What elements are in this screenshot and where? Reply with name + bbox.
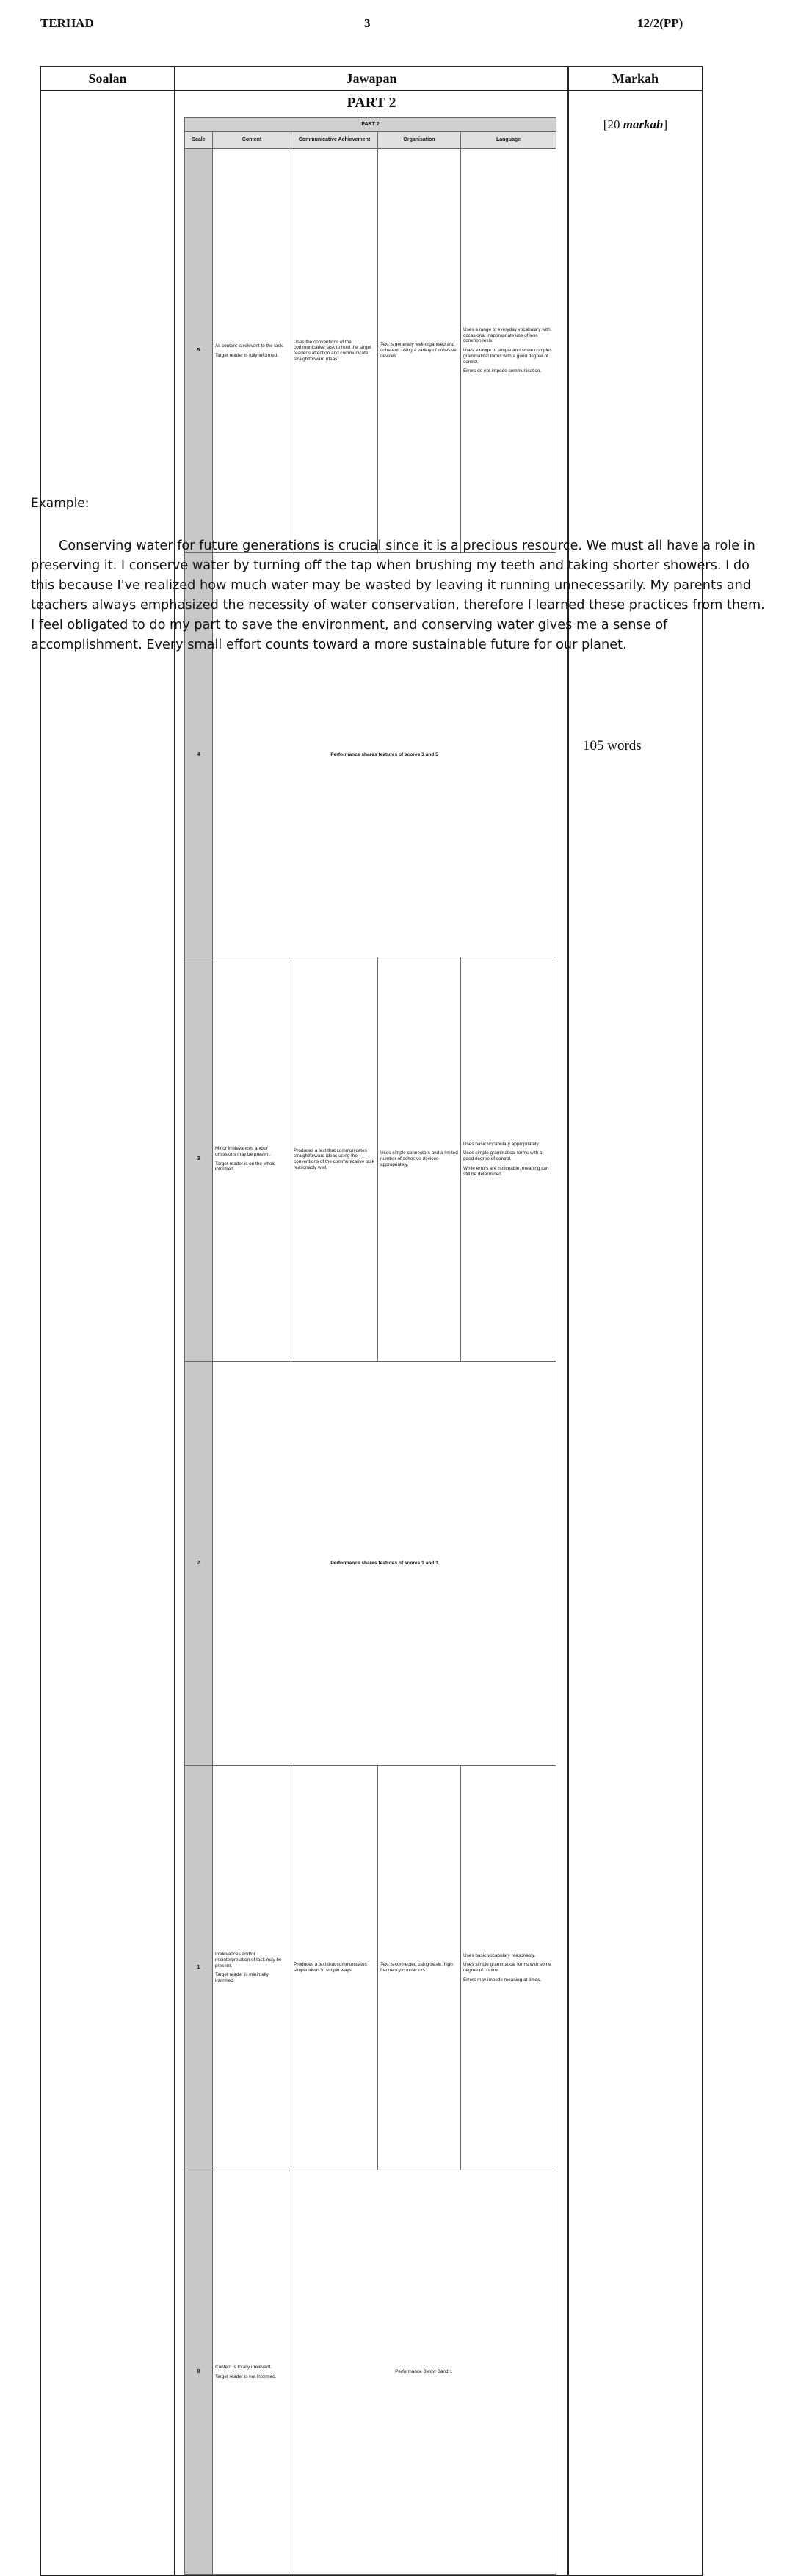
header-restricted-label: TERHAD	[40, 16, 94, 30]
scale-cell: 5	[185, 149, 213, 553]
rubric-image	[184, 117, 556, 2575]
example-essay: Conserving water for future generations is crucial since it is a precious resource. We must all have a role in preserving it. I conserve water by turning off the tap when brushing my teeth and taking shorter showers. I do this because I've realized how much water may be wasted by leaving it running unnecessarily. My parents and teachers always emphasized the necessity of water conservation, therefore I learned these practices from them. I feel obligated to do my part to save the environment, and conserving water gives me a sense of accomplishment. Every small effort counts toward a more sustainable future for our planet.	[31, 539, 765, 652]
criterion-text: Target reader is on the whole informed.	[215, 1161, 276, 1172]
rubric-title-row	[185, 118, 556, 132]
criterion-text: Text is connected using basic, high frequency connectors.	[380, 1962, 453, 1973]
below-band-cell: Performance Below Band 1	[291, 2170, 556, 2575]
language-cell	[461, 1766, 556, 2170]
example-label: Example:	[31, 496, 90, 511]
rubric-title: PART 2	[185, 118, 556, 132]
criterion-text: Errors do not impede communication.	[463, 368, 542, 374]
criterion-text: Uses the conventions of the communicative task to hold the target reader's attention and communicate straightforward ideas.	[294, 339, 371, 362]
scale-cell: 2	[185, 1362, 213, 1766]
scale-cell: 3	[185, 957, 213, 1362]
criterion-text: Produces a text that communicates simple ideas in simple ways.	[294, 1962, 367, 1973]
rubric-row-band-3	[185, 957, 556, 1362]
criterion-text: Minor irrelevances and/or omissions may be present.	[215, 1146, 272, 1157]
rubric-header-language: Language	[461, 132, 556, 149]
rubric-header-scale: Scale	[185, 132, 213, 149]
content-cell	[213, 1766, 291, 2170]
rubric-header-row	[185, 132, 556, 149]
criterion-text: Errors may impede meaning at times.	[463, 1977, 542, 1982]
scale-cell: 1	[185, 1766, 213, 2170]
criterion-text: All content is relevant to the task.	[215, 343, 284, 349]
marks-suffix: ]	[663, 117, 668, 131]
paper-code: 12/2(PP)	[637, 16, 683, 30]
criterion-text: Target reader is not informed.	[215, 2374, 277, 2379]
answer-table-header	[40, 67, 703, 90]
content-cell	[213, 957, 291, 1362]
answer-table-row	[40, 90, 703, 2575]
scale-cell: 4	[185, 553, 213, 957]
rubric-row-band-1	[185, 1766, 556, 2170]
marks-unit: markah	[623, 117, 664, 131]
shared-features-cell: Performance shares features of scores 1 and 3	[213, 1362, 556, 1766]
answer-table	[40, 66, 703, 2576]
rubric-table	[184, 117, 556, 2575]
answer-cell	[175, 90, 568, 2575]
organisation-cell	[378, 149, 461, 553]
criterion-text: Uses basic vocabulary appropriately.	[463, 1141, 540, 1147]
content-cell	[213, 149, 291, 553]
part-title: PART 2	[347, 95, 396, 111]
question-cell	[40, 90, 175, 2575]
col-question-header: Soalan	[40, 67, 175, 90]
word-count: 105 words	[583, 738, 642, 754]
language-cell	[461, 149, 556, 553]
criterion-text: Irrelevances and/or misinterpretation of task may be present.	[215, 1952, 282, 1969]
criterion-text: Target reader is fully informed.	[215, 352, 278, 358]
communicative-cell	[291, 957, 378, 1362]
marks-cell	[568, 90, 703, 2575]
criterion-text: Target reader is minimally informed.	[215, 1972, 269, 1984]
criterion-text: While errors are noticeable, meaning can still be determined.	[463, 1165, 549, 1177]
criterion-text: Uses simple grammatical forms with some degree of control.	[463, 1962, 551, 1973]
criterion-text: Uses simple grammatical forms with a good degree of control.	[463, 1150, 543, 1162]
rubric-header-content: Content	[213, 132, 291, 149]
organisation-cell	[378, 957, 461, 1362]
marks-value	[569, 117, 702, 132]
rubric-row-band-5	[185, 149, 556, 553]
criterion-text: Content is totally irrelevant.	[215, 2364, 272, 2370]
rubric-header-communicative: Communicative Achievement	[291, 132, 378, 149]
col-marks-header: Markah	[568, 67, 703, 90]
criterion-text: Uses a range of simple and some complex grammatical forms with a good degree of control.	[463, 348, 552, 365]
scale-cell: 0	[185, 2170, 213, 2575]
criterion-text: Uses a range of everyday vocabulary with occasional inappropriate use of less common lexis.	[463, 327, 551, 344]
marks-prefix: [20	[603, 117, 623, 131]
col-answer-header: Jawapan	[175, 67, 568, 90]
language-cell	[461, 957, 556, 1362]
rubric-row-band-0	[185, 2170, 556, 2575]
shared-features-cell: Performance shares features of scores 3 and 5	[213, 553, 556, 957]
criterion-text: Produces a text that communicates straightforward ideas using the conventions of the communicative task reasonably well.	[294, 1147, 374, 1170]
criterion-text: Uses basic vocabulary reasonably.	[463, 1952, 536, 1958]
content-cell	[213, 2170, 291, 2575]
page-number: 3	[364, 16, 371, 30]
organisation-cell	[378, 1766, 461, 2170]
criterion-text: Text is generally well-organised and coherent, using a variety of cohesive devices.	[380, 342, 457, 359]
rubric-header-organisation: Organisation	[378, 132, 461, 149]
rubric-row-band-2	[185, 1362, 556, 1766]
communicative-cell	[291, 149, 378, 553]
communicative-cell	[291, 1766, 378, 2170]
criterion-text: Uses simple connectors and a limited number of cohesive devices appropriately.	[380, 1150, 458, 1167]
